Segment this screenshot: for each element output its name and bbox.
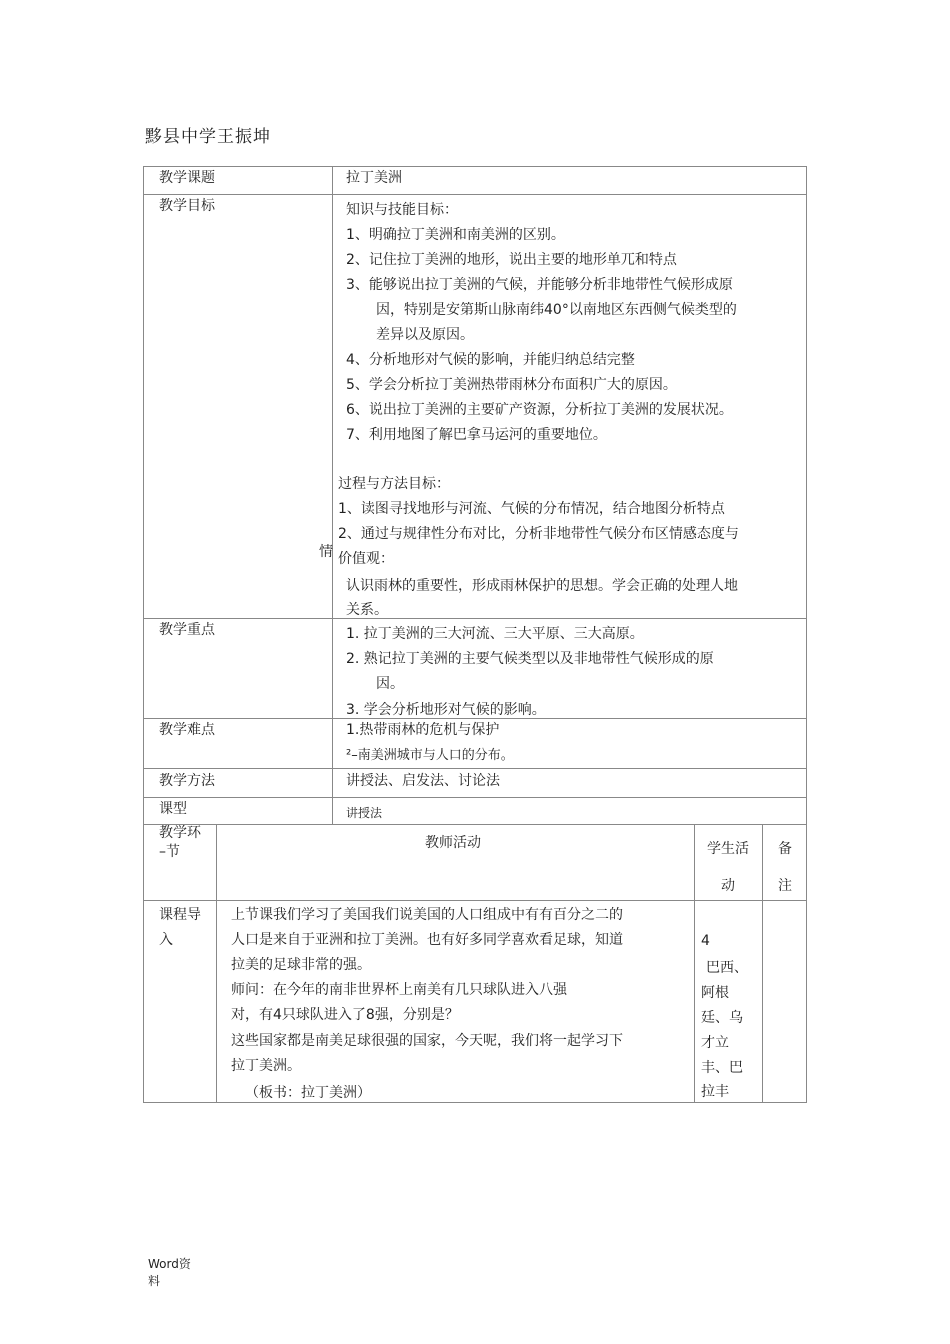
methods-value: 讲授法、启发法、讨论法 [346,773,500,789]
lesson-type-label: 课型 [159,801,187,817]
process-item: 1、读图寻找地形与河流、气候的分布情况，结合地图分析特点 [338,501,725,517]
attitude-item: 认识雨林的重要性，形成雨林保护的思想。学会正确的处理人地 [346,578,738,594]
teacher-line: （板书：拉丁美洲） [245,1085,371,1101]
student-activity-header: 学生活 动 [707,841,749,894]
teacher-line: 拉丁美洲。 [231,1058,301,1074]
teacher-line: 拉美的足球非常的强。 [231,957,371,973]
teacher-line: 人口是来自于亚洲和拉丁美洲。也有好多同学喜欢看足球，知道 [231,932,623,948]
topic-label: 教学课题 [159,170,215,186]
teacher-activity-header: 教师活动 [425,835,481,851]
student-line: 阿根 [701,985,729,1001]
methods-label: 教学方法 [159,773,215,789]
stray-character: 情 [319,544,333,560]
student-line: 才立 [701,1035,729,1051]
process-item: 2、通过与规律性分布对比，分析非地带性气候分布区情感态度与 [338,526,739,542]
process-item: 价值观： [338,551,394,567]
intro-stage: 课程导 入 [159,907,201,948]
notes-header: 备 注 [778,841,792,894]
student-line: 巴西、 [706,960,748,976]
goal-item: 6、说出拉丁美洲的主要矿产资源，分析拉丁美洲的发展状况。 [346,402,733,418]
difficulties-label: 教学难点 [159,722,215,738]
key-point-item-continued: 因。 [376,676,404,692]
goal-item: 5、学会分析拉丁美洲热带雨林分布面积广大的原因。 [346,377,677,393]
goal-item: 7、利用地图了解巴拿马运河的重要地位。 [346,427,607,443]
key-point-item: 2. 熟记拉丁美洲的主要气候类型以及非地带性气候形成的原 [346,651,714,667]
difficulty-item: ²–南美洲城市与人口的分布。 [346,748,514,763]
footer-label: Word资 料 [148,1257,191,1288]
process-title: 过程与方法目标： [338,476,450,492]
key-points-label: 教学重点 [159,622,215,638]
key-point-item: 3. 学会分析地形对气候的影响。 [346,702,546,718]
key-point-item: 1. 拉丁美洲的三大河流、三大平原、三大高原。 [346,626,644,642]
topic-value: 拉丁美洲 [346,170,402,186]
author-line: 黟县中学王振坤 [145,127,271,147]
goal-item: 3、能够说出拉丁美洲的气候，并能够分析非地带性气候形成原 [346,277,733,293]
teacher-line: 对，有4只球队进入了8强，分别是？ [231,1007,459,1023]
teacher-line: 这些国家都是南美足球很强的国家，今天呢，我们将一起学习下 [231,1033,623,1049]
lesson-type-value: 讲授法 [346,806,383,820]
student-line: 4 [701,933,710,949]
student-line: 廷、乌 [701,1010,743,1026]
teacher-line: 上节课我们学习了美国我们说美国的人口组成中有有百分之二的 [231,907,623,923]
difficulty-item: 1.热带雨林的危机与保护 [346,722,500,738]
goal-item-continued: 因，特别是安第斯山脉南纬40°以南地区东西侧气候类型的 [376,302,737,318]
goal-item: 2、记住拉丁美洲的地形，说出主要的地形单兀和特点 [346,252,677,268]
goal-item: 4、分析地形对气候的影响，并能归纳总结完整 [346,352,635,368]
goals-label: 教学目标 [159,198,215,214]
goal-item-continued: 差异以及原因。 [376,327,474,343]
stage-header: 教学环 –节 [159,825,201,860]
student-line: 拉丰 [701,1084,729,1100]
teacher-line: 师问：在今年的南非世界杯上南美有几只球队进入八强 [231,982,567,998]
goal-item: 1、明确拉丁美洲和南美洲的区别。 [346,227,565,243]
attitude-item: 关系。 [346,602,388,618]
student-line: 丰、巴 [701,1060,743,1076]
knowledge-title: 知识与技能目标： [346,202,458,218]
